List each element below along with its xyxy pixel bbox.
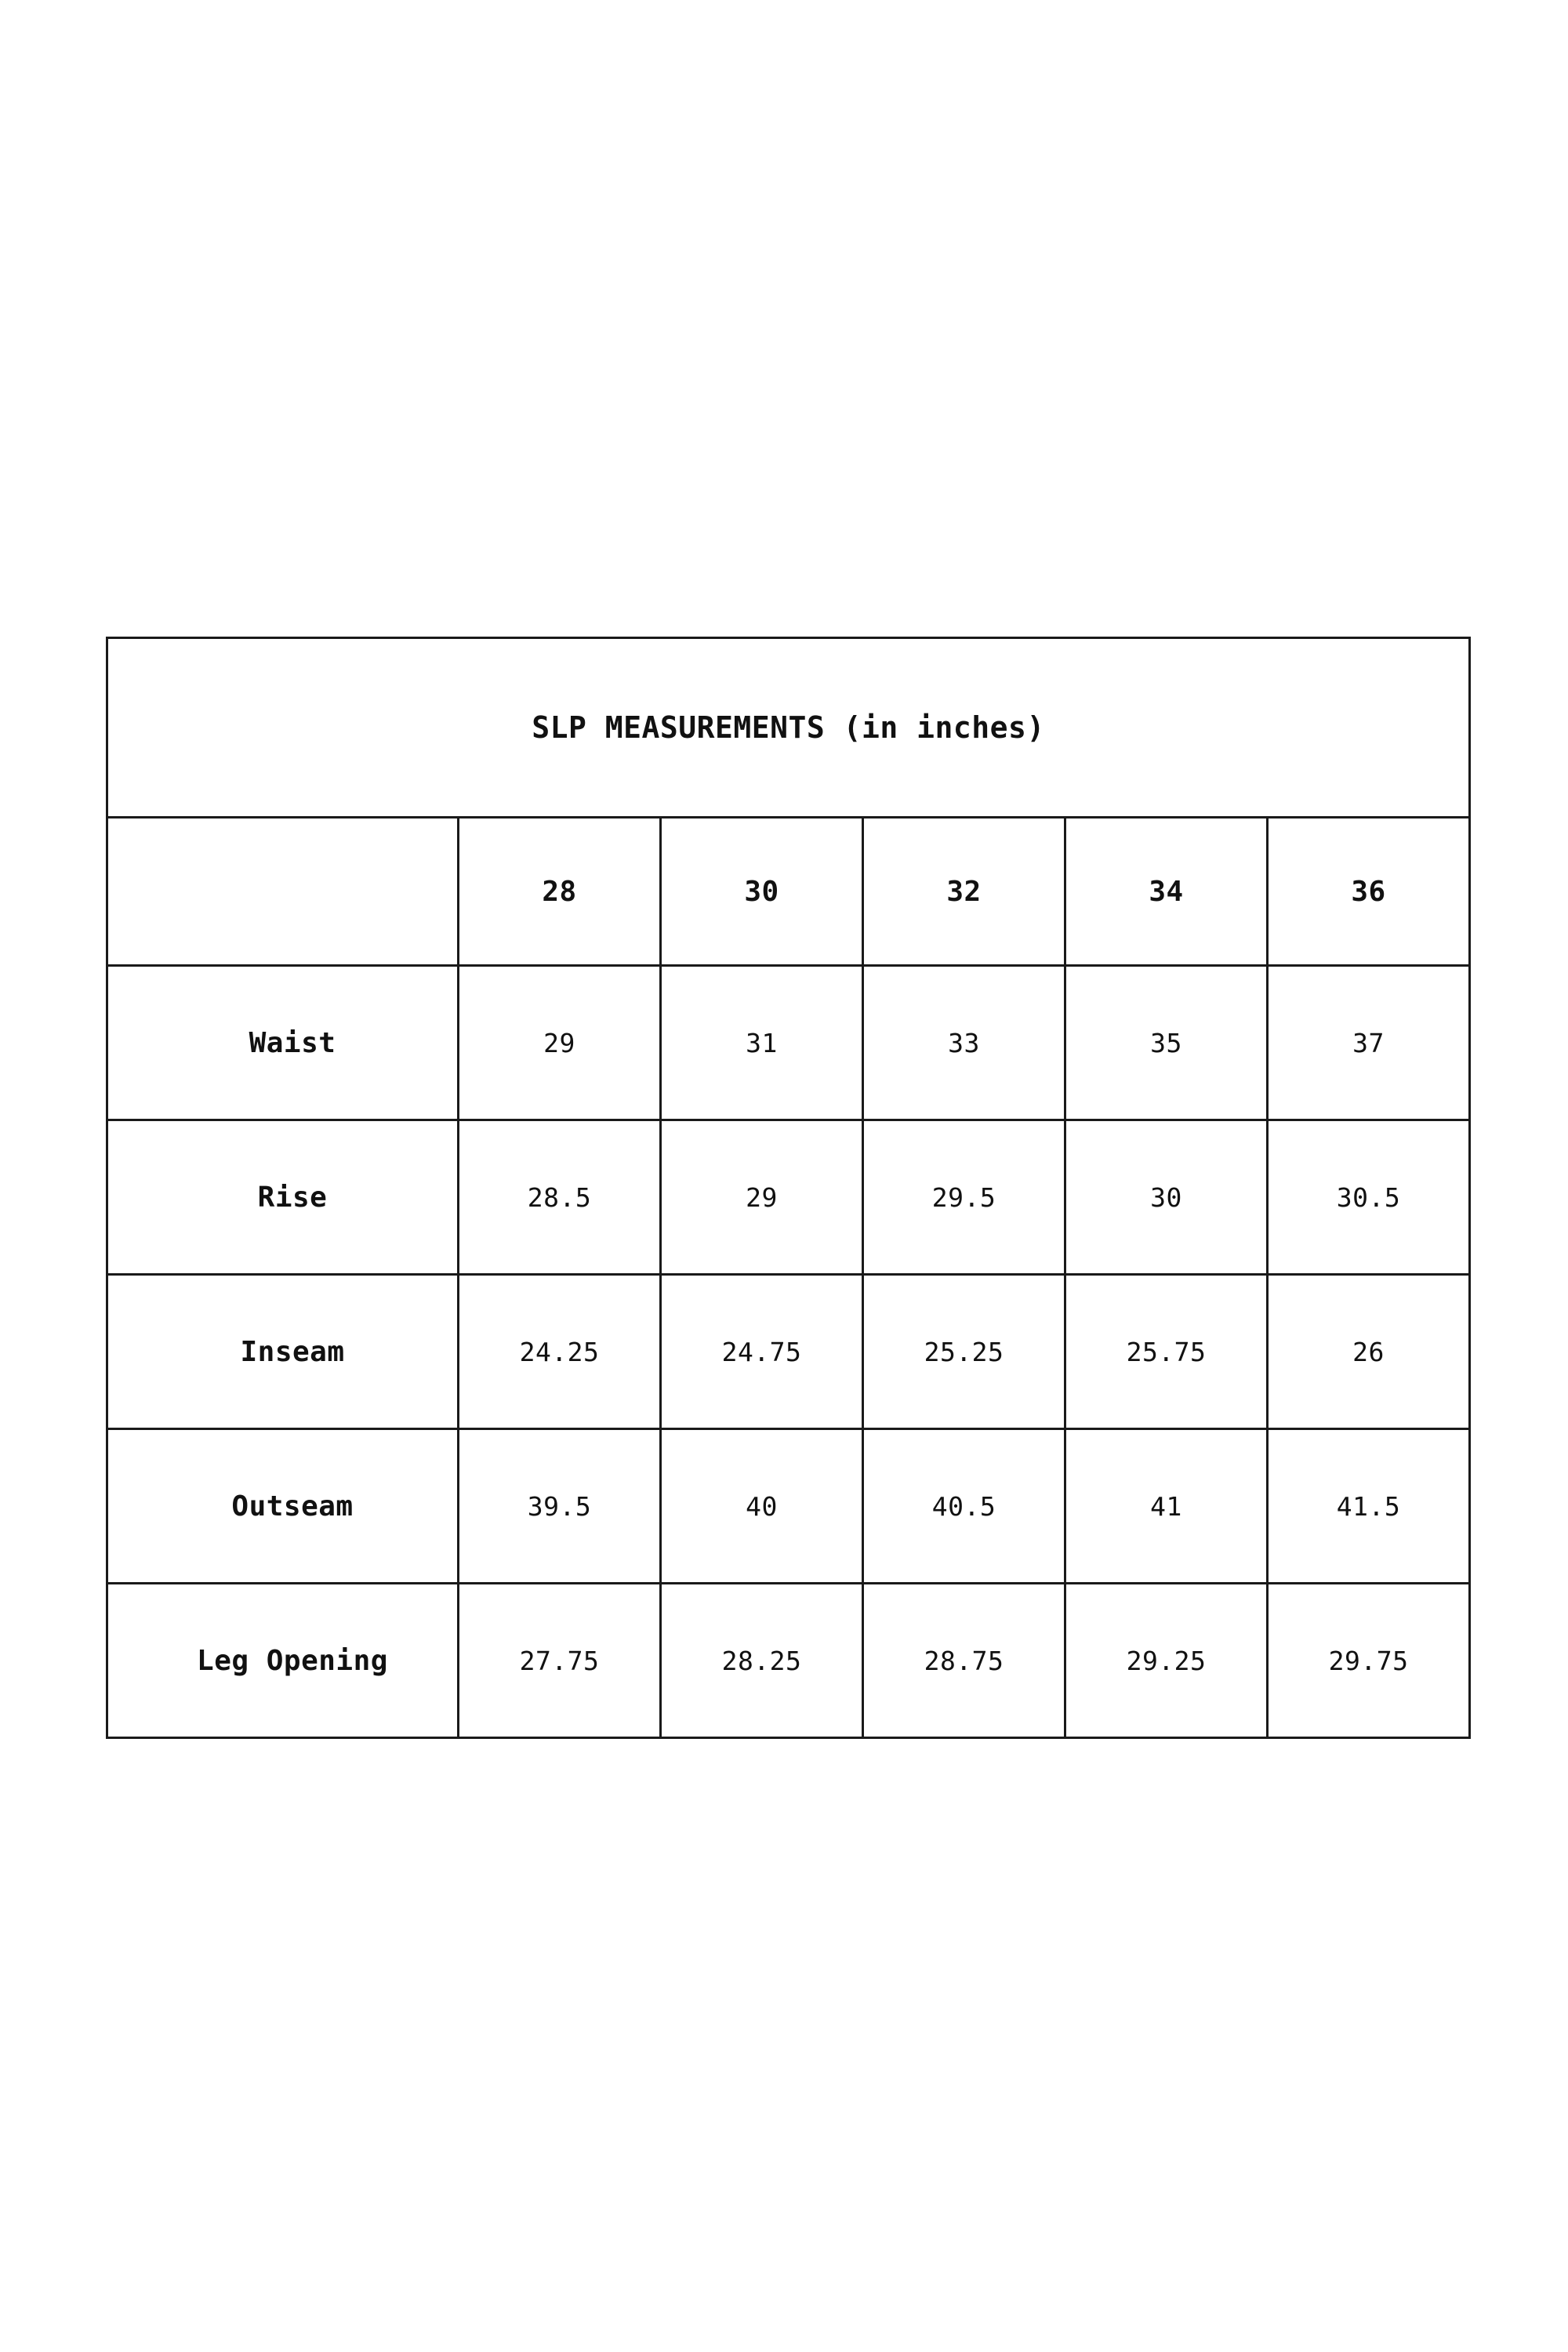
cell-leg-opening-36: 29.75 [1268, 1584, 1470, 1738]
column-header-size-36: 36 [1268, 818, 1470, 966]
cell-outseam-34: 41 [1065, 1429, 1268, 1584]
cell-waist-32: 33 [863, 966, 1065, 1120]
cell-waist-30: 31 [661, 966, 863, 1120]
cell-leg-opening-28: 27.75 [459, 1584, 661, 1738]
table-row [107, 1429, 1470, 1584]
cell-outseam-28: 39.5 [459, 1429, 661, 1584]
table-corner-cell [107, 818, 459, 966]
table-header-row [107, 818, 1470, 966]
cell-waist-28: 29 [459, 966, 661, 1120]
column-header-size-32: 32 [863, 818, 1065, 966]
row-label-rise: Rise [107, 1120, 459, 1275]
cell-inseam-36: 26 [1268, 1275, 1470, 1429]
cell-outseam-30: 40 [661, 1429, 863, 1584]
cell-rise-28: 28.5 [459, 1120, 661, 1275]
row-label-waist: Waist [107, 966, 459, 1120]
table-title-row [107, 638, 1470, 818]
cell-waist-36: 37 [1268, 966, 1470, 1120]
size-chart-container [106, 637, 1470, 1739]
row-label-outseam: Outseam [107, 1429, 459, 1584]
cell-waist-34: 35 [1065, 966, 1268, 1120]
cell-inseam-28: 24.25 [459, 1275, 661, 1429]
table-row [107, 966, 1470, 1120]
cell-inseam-30: 24.75 [661, 1275, 863, 1429]
cell-rise-30: 29 [661, 1120, 863, 1275]
row-label-leg-opening: Leg Opening [107, 1584, 459, 1738]
cell-inseam-32: 25.25 [863, 1275, 1065, 1429]
cell-outseam-32: 40.5 [863, 1429, 1065, 1584]
cell-rise-34: 30 [1065, 1120, 1268, 1275]
cell-rise-36: 30.5 [1268, 1120, 1470, 1275]
table-row [107, 1584, 1470, 1738]
column-header-size-30: 30 [661, 818, 863, 966]
table-row [107, 1120, 1470, 1275]
column-header-size-34: 34 [1065, 818, 1268, 966]
page-title: SLP MEASUREMENTS (in inches) [107, 638, 1470, 818]
cell-inseam-34: 25.75 [1065, 1275, 1268, 1429]
row-label-inseam: Inseam [107, 1275, 459, 1429]
cell-rise-32: 29.5 [863, 1120, 1065, 1275]
measurements-table [106, 637, 1471, 1739]
cell-leg-opening-30: 28.25 [661, 1584, 863, 1738]
cell-outseam-36: 41.5 [1268, 1429, 1470, 1584]
column-header-size-28: 28 [459, 818, 661, 966]
table-row [107, 1275, 1470, 1429]
cell-leg-opening-34: 29.25 [1065, 1584, 1268, 1738]
cell-leg-opening-32: 28.75 [863, 1584, 1065, 1738]
